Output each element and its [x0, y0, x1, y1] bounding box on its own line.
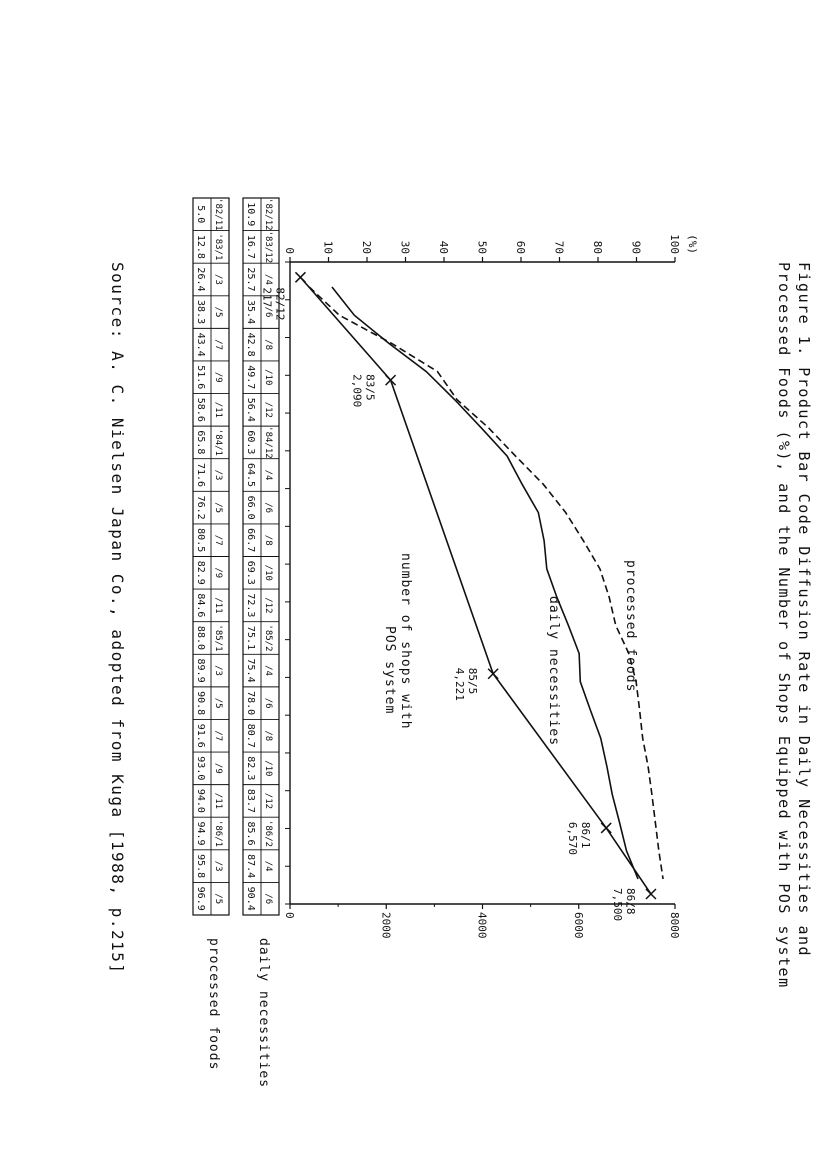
daily-period-label: /12 — [263, 597, 273, 614]
daily-period-label: /10 — [263, 760, 273, 777]
processed-value-cell: 51.6 — [195, 365, 206, 390]
processed-value-cell: 93.0 — [195, 756, 206, 781]
processed-value-cell: 38.3 — [195, 300, 206, 325]
left-tick-label: 40 — [437, 240, 450, 254]
daily-period-label: /6 — [263, 502, 273, 514]
daily-value-cell: 66.7 — [245, 528, 256, 553]
processed-period-label: /7 — [213, 339, 223, 351]
pos-point-value: 7,500 — [610, 888, 624, 922]
daily-value-cell: 85.6 — [245, 821, 256, 846]
processed-period-label: /5 — [213, 502, 223, 514]
processed-value-cell: 76.2 — [195, 495, 206, 520]
daily-period-label: '84/12 — [263, 426, 273, 459]
daily-value-cell: 66.0 — [245, 495, 256, 520]
daily-value-cell: 64.5 — [245, 462, 256, 488]
daily-value-cell: 60.3 — [245, 430, 256, 455]
daily-value-cell: 42.8 — [245, 332, 256, 357]
daily-value-cell: 83.7 — [245, 788, 256, 813]
processed-value-cell: 71.6 — [195, 462, 206, 488]
processed-value-cell: 80.5 — [195, 528, 206, 553]
daily-value-cell: 72.3 — [245, 593, 256, 618]
daily-value-cell: 56.4 — [245, 397, 256, 422]
daily-value-cell: 80.7 — [245, 723, 256, 748]
daily-value-cell: 82.3 — [245, 756, 256, 781]
daily-period-label: /12 — [263, 401, 273, 418]
left-tick-label: 90 — [629, 240, 643, 254]
label-daily-necessities: daily necessities — [546, 596, 561, 747]
daily-period-label: /6 — [263, 306, 273, 318]
processed-value-cell: 65.8 — [195, 430, 206, 455]
processed-period-label: /5 — [213, 893, 223, 905]
processed-value-cell: 26.4 — [195, 267, 206, 292]
processed-period-label: /9 — [213, 371, 223, 383]
processed-period-label: /11 — [213, 792, 223, 810]
daily-period-label: /8 — [263, 339, 273, 351]
processed-period-label: /9 — [213, 762, 223, 774]
processed-value-cell: 58.6 — [195, 397, 206, 422]
processed-period-label: /5 — [213, 697, 223, 709]
processed-value-cell: 88.0 — [195, 625, 206, 651]
processed-value-cell: 96.9 — [195, 886, 206, 911]
pos-point-value: 217 — [260, 287, 274, 308]
daily-value-cell: 78.0 — [245, 691, 256, 716]
processed-period-label: /7 — [213, 730, 223, 742]
left-tick-label: 60 — [514, 240, 527, 254]
table-row-label-processed: processed foods — [206, 938, 221, 1071]
figure-title-line1: Figure 1. Product Bar Code Diffusion Rate in Daily Necessities and — [795, 262, 813, 958]
pos-shops-line — [300, 277, 650, 894]
processed-value-cell: 91.6 — [195, 723, 206, 748]
right-tick-label: 4000 — [475, 912, 489, 939]
daily-period-label: '86/2 — [263, 819, 273, 848]
pos-point-date: 86/1 — [579, 821, 593, 849]
processed-value-cell: 90.8 — [195, 691, 206, 716]
processed-value-cell: 5.0 — [195, 205, 206, 224]
processed-period-label: '82/11 — [213, 198, 223, 231]
daily-value-cell: 75.1 — [245, 625, 256, 651]
daily-value-cell: 87.4 — [245, 854, 256, 879]
left-tick-label: 50 — [475, 240, 489, 254]
processed-period-label: '84/1 — [213, 428, 223, 456]
processed-period-label: /5 — [213, 306, 223, 318]
daily-value-cell: 25.7 — [245, 267, 256, 292]
processed-period-label: '86/1 — [213, 819, 223, 848]
daily-period-label: /6 — [263, 893, 273, 905]
source-note: Source: A. C. Nielsen Japan Co., adopted from Kuga [1988, p.215] — [108, 262, 127, 975]
processed-period-label: /11 — [213, 401, 223, 418]
right-tick-label: 8000 — [668, 912, 681, 939]
processed-value-cell: 94.9 — [195, 821, 206, 846]
processed-value-cell: 82.9 — [195, 560, 206, 585]
pos-point-date: 83/5 — [363, 374, 377, 401]
processed-period-label: /11 — [213, 597, 223, 614]
daily-value-cell: 90.4 — [245, 886, 256, 911]
daily-value-cell: 16.7 — [245, 234, 256, 259]
daily-period-label: /4 — [263, 469, 273, 481]
daily-period-label: /4 — [263, 860, 273, 872]
right-tick-label: 0 — [283, 912, 296, 919]
left-tick-label: 10 — [321, 240, 335, 254]
daily-period-label: /12 — [263, 792, 273, 810]
processed-value-cell: 12.8 — [195, 234, 206, 259]
pos-point-date: 82/12 — [273, 287, 287, 321]
processed-period-label: /3 — [213, 860, 223, 872]
pos-point-value: 4,221 — [453, 667, 467, 701]
daily-period-label: '85/2 — [263, 624, 273, 652]
left-tick-label: 20 — [360, 240, 373, 254]
left-tick-label: 80 — [591, 240, 604, 254]
daily-period-label: '82/12 — [263, 198, 273, 231]
daily-period-label: /10 — [263, 369, 273, 386]
daily-period-label: /8 — [263, 534, 273, 546]
right-tick-label: 2000 — [379, 912, 393, 939]
left-tick-label: 0 — [283, 247, 296, 254]
processed-value-cell: 89.9 — [195, 658, 206, 683]
daily-period-label: /8 — [263, 730, 273, 742]
processed-period-label: '85/1 — [213, 624, 223, 652]
pos-point-date: 85/5 — [466, 667, 480, 695]
daily-value-cell: 10.9 — [245, 202, 256, 227]
table-row-label-daily: daily necessities — [256, 938, 271, 1089]
processed-period-label: '83/1 — [213, 233, 223, 261]
figure-title-line2: Processed Foods (%), and the Number of Shops Equipped with POS system — [775, 262, 793, 989]
daily-period-label: '83/12 — [263, 230, 273, 264]
label-pos-line1: number of shops with — [398, 553, 413, 730]
daily-value-cell: 49.7 — [245, 365, 256, 390]
processed-period-label: /3 — [213, 274, 223, 285]
processed-value-cell: 95.8 — [195, 854, 206, 879]
processed-period-label: /3 — [213, 665, 223, 676]
pos-point-value: 6,570 — [566, 821, 580, 856]
left-tick-label: 30 — [398, 240, 412, 254]
right-tick-label: 6000 — [571, 912, 585, 939]
left-tick-label: 100 — [668, 234, 681, 254]
daily-necessities-line — [332, 287, 638, 879]
processed-value-cell: 94.0 — [195, 788, 206, 813]
daily-period-label: /4 — [263, 665, 273, 676]
processed-value-cell: 84.6 — [195, 593, 206, 618]
left-tick-label: 70 — [552, 240, 566, 254]
left-axis-label: (%) — [686, 234, 699, 254]
processed-value-cell: 43.4 — [195, 332, 206, 357]
daily-value-cell: 75.4 — [245, 658, 256, 683]
label-processed-foods: processed foods — [623, 560, 638, 693]
pos-point-date: 86/8 — [623, 888, 637, 915]
daily-period-label: /10 — [263, 564, 273, 581]
pos-point-value: 2,090 — [350, 374, 364, 408]
processed-period-label: /9 — [213, 567, 223, 579]
daily-period-label: /4 — [263, 274, 273, 285]
processed-period-label: /3 — [213, 469, 223, 481]
processed-period-label: /7 — [213, 534, 223, 546]
daily-period-label: /6 — [263, 697, 273, 709]
daily-value-cell: 35.4 — [245, 300, 256, 325]
daily-value-cell: 69.3 — [245, 560, 256, 585]
label-pos-line2: POS system — [382, 626, 397, 715]
